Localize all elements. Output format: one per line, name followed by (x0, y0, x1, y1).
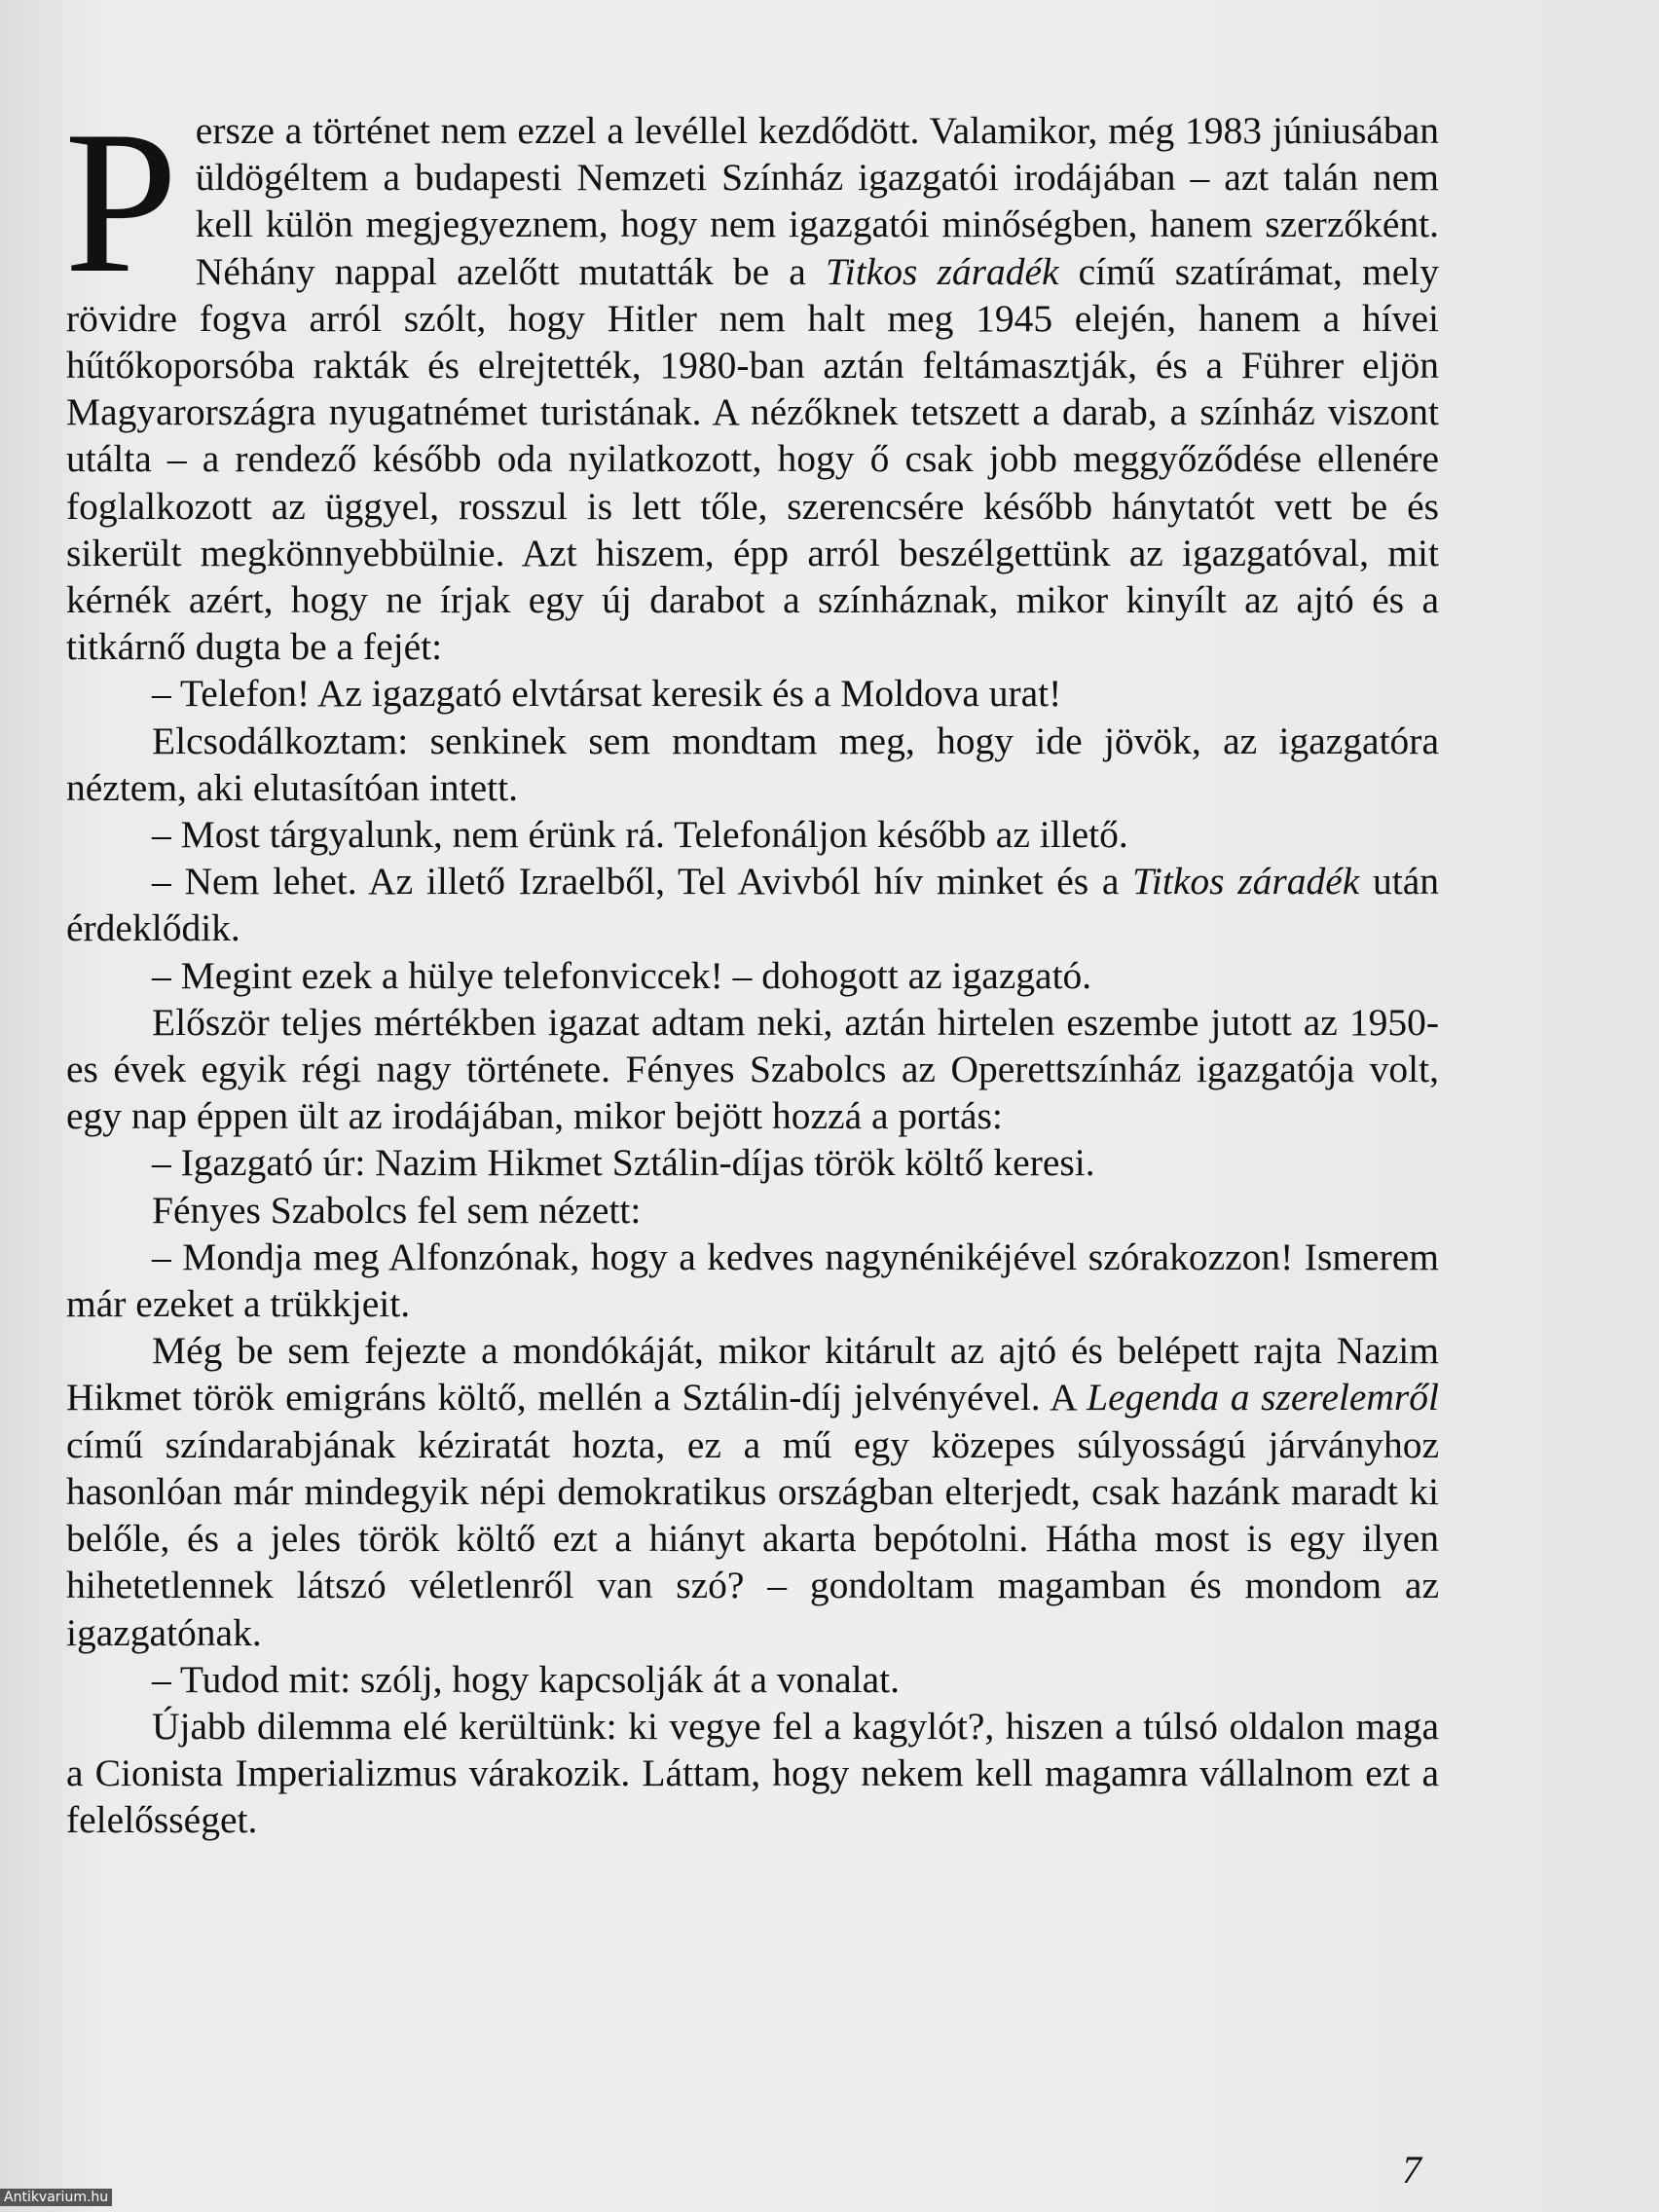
body-text (64, 90, 1440, 1844)
paragraph-2: – Telefon! Az igazgató elvtársat keresik és a Moldova urat! (152, 672, 1062, 716)
paragraph-1: Persze a történet nem ezzel a levéllel kezdődött. Valamikor, még 1983 júniusában üldögéltem a budapesti Nemzeti Színház igazgatói irodájában – azt talán nem kell külön megjegyeznem, hogy nem igazgatói minőségben, hanem szerzőként. Néhány nappal azelőtt mutatták be a Titkos záradék című szatírámat, mely rövidre fogva arról szólt, hogy Hitler nem halt meg 1945 elején, hanem a hívei hűtőkoporsóba rakták és elrejtették, 1980-ban aztán feltámasztják, és a Führer eljön Magyarországra nyugatnémet turistának. A nézőknek tetszett a darab, a színház viszont utálta – a rendező később oda nyilatkozott, hogy ő csak jobb meggyőződése ellenére foglalkozott az üggyel, rosszul is lett tőle, szerencsére később hánytatót vett be és sikerült megkönnyebbülnie. Azt hiszem, épp arról beszélgettünk az igazgatóval, mit kérnék azért, hogy ne írjak egy új darabot a színháznak, mikor kinyílt az ajtó és a titkárnő dugta be a fejét: (64, 90, 1440, 669)
paragraph-7: Először teljes mértékben igazat adtam neki, aztán hirtelen eszembe jutott az 1950-es évek egyik régi nagy története. Fényes Szabolcs az Operettszínház igazgatója volt, egy nap éppen ült az irodájában, mikor bejött hozzá a portás: (66, 1000, 1439, 1138)
paragraph-10: – Mondja meg Alfonzónak, hogy a kedves nagynénikéjével szórakozzon! Ismerem már ezeket a trükkjeit. (66, 1235, 1439, 1326)
paragraph-6: – Megint ezek a hülye telefonviccek! – dohogott az igazgató. (152, 953, 1092, 997)
paragraph-4: – Most tárgyalunk, nem érünk rá. Telefonáljon később az illető. (152, 813, 1128, 857)
paragraph-12: – Tudod mit: szólj, hogy kapcsolják át a vonalat. (152, 1657, 900, 1701)
paragraph-13: Újabb dilemma elé kerültünk: ki vegye fel a kagylót?, hiszen a túlsó oldalon maga a Cionista Imperializmus várakozik. Láttam, hogy nekem kell magamra vállalnom ezt a felelősséget. (66, 1704, 1439, 1842)
paragraph-5: – Nem lehet. Az illető Izraelből, Tel Avivból hív minket és a Titkos záradék után érdeklődik. (66, 860, 1439, 950)
page-number: 7 (1402, 2148, 1421, 2192)
paragraph-8: – Igazgató úr: Nazim Hikmet Sztálin-díjas török költő keresi. (152, 1141, 1095, 1185)
paragraph-11: Még be sem fejezte a mondókáját, mikor kitárult az ajtó és belépett rajta Nazim Hikmet török emigráns költő, mellén a Sztálin-díj jelvényével. A Legenda a szerelemről című színdarabjának kéziratát hozta, ez a mű egy közepes súlyosságú járványhoz hasonlóan már mindegyik népi demokratikus országban elterjedt, csak hazánk maradt ki belőle, és a jeles török költő ezt a hiányt akarta bepótolni. Hátha most is egy ilyen hihetetlennek látszó véletlenről van szó? – gondoltam magamban és mondom az igazgatónak. (66, 1329, 1440, 1654)
paragraph-3: Elcsodálkoztam: senkinek sem mondtam meg, hogy ide jövök, az igazgatóra néztem, aki elutasítóan intett. (66, 719, 1439, 809)
paragraph-9: Fényes Szabolcs fel sem nézett: (152, 1188, 642, 1232)
drop-cap: P (64, 90, 178, 315)
watermark: Antikvarium.hu (0, 2189, 112, 2206)
